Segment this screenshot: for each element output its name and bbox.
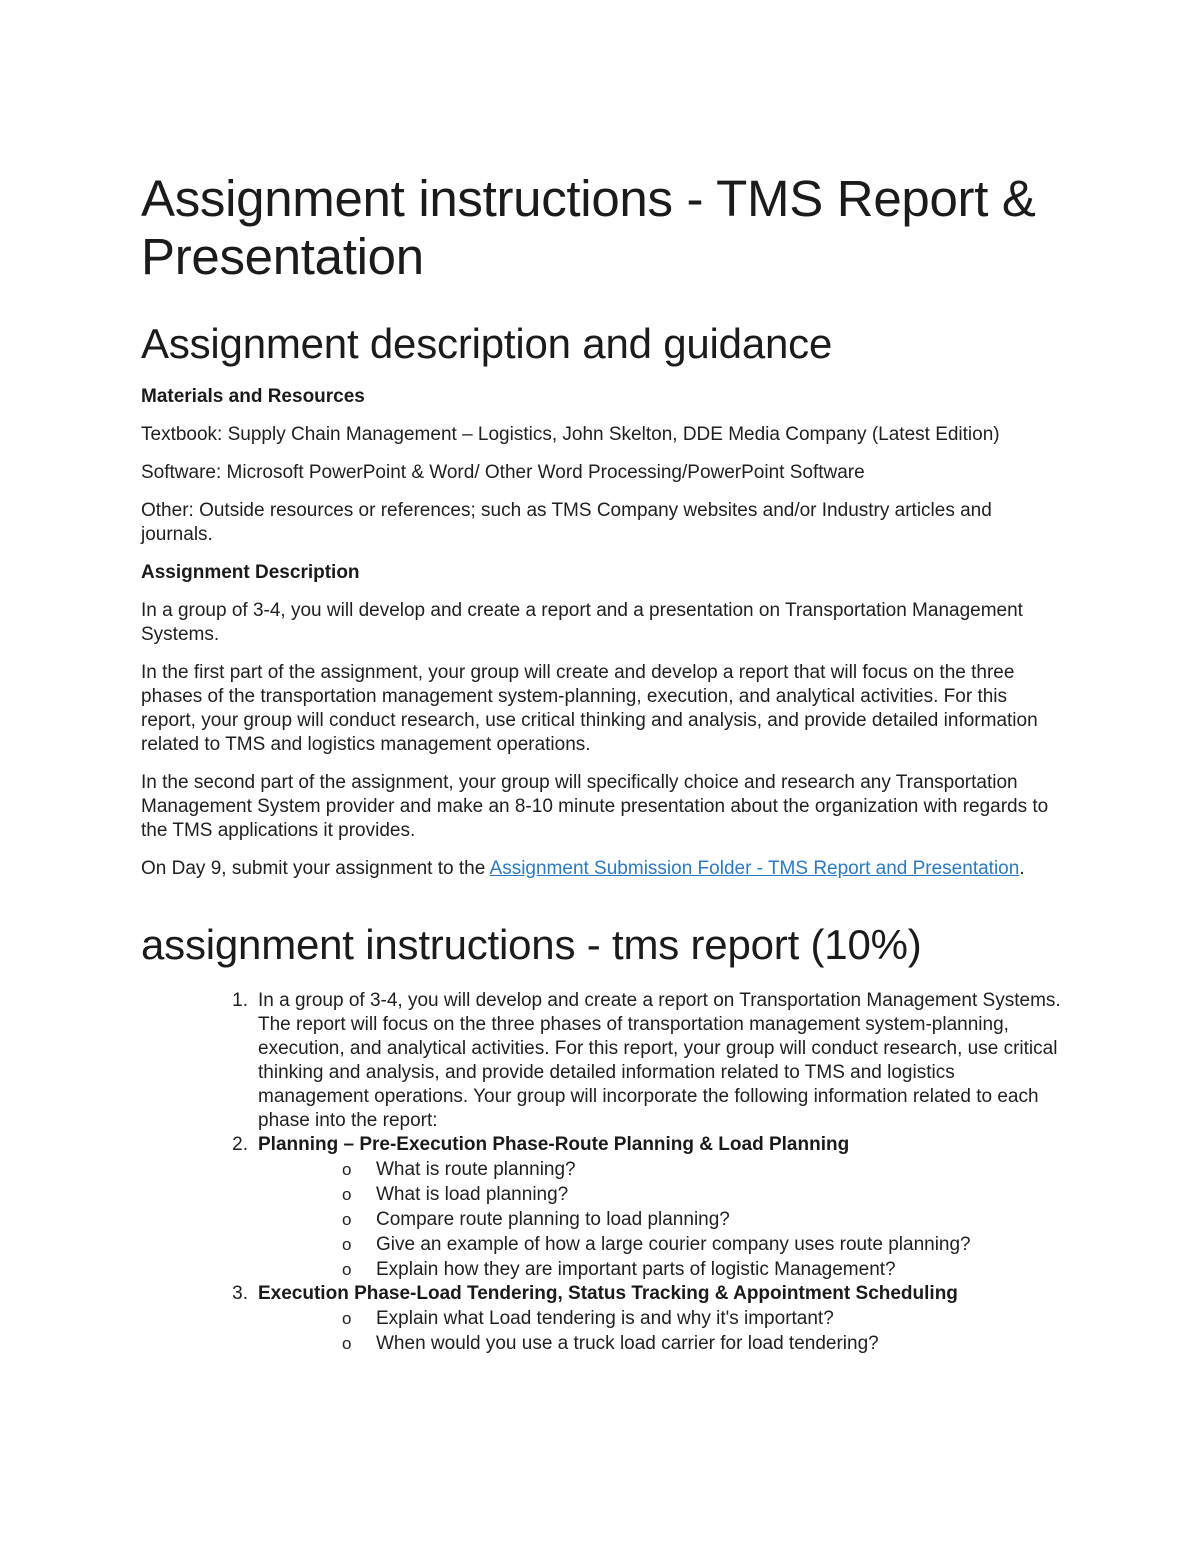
bullet-icon: o (342, 1334, 352, 1353)
sub-list-item-text: Compare route planning to load planning? (376, 1209, 730, 1230)
list-item-heading: Execution Phase-Load Tendering, Status Tracking & Appointment Scheduling (258, 1283, 958, 1304)
sub-list-item-text: When would you use a truck load carrier for load tendering? (376, 1333, 879, 1354)
document-page (141, 170, 1066, 1356)
sub-list-item (342, 1232, 1066, 1257)
document-title: Assignment instructions - TMS Report & Presentation (141, 170, 1036, 285)
description-paragraph-1: In a group of 3-4, you will develop and create a report and a presentation on Transportation Management Systems. (141, 600, 1023, 645)
list-item (232, 1282, 1066, 1356)
list-item-number: 2. (232, 1134, 248, 1155)
description-paragraph-2: In the first part of the assignment, your group will create and develop a report that will focus on the three phases of the transportation management system-planning, execution, and analytical activities. For this report, your group will conduct research, use critical thinking and analysis, and provide detailed information related to TMS and logistics management operations. (141, 662, 1038, 755)
list-item-heading: Planning – Pre-Execution Phase-Route Planning & Load Planning (258, 1134, 850, 1155)
list-item-number: 1. (232, 990, 248, 1011)
materials-label: Materials and Resources (141, 386, 365, 407)
sub-list-item-text: What is load planning? (376, 1184, 569, 1205)
textbook-paragraph: Textbook: Supply Chain Management – Logistics, John Skelton, DDE Media Company (Latest Edition) (141, 424, 1000, 445)
list-item-text: In a group of 3-4, you will develop and create a report on Transportation Management Systems. The report will focus on the three phases of transportation management system-planning, execution, and analytical activities. For this report, your group will conduct research, use critical thinking and analysis, and provide detailed information related to TMS and logistics management operations. Your group will incorporate the following information related to each phase into the report: (258, 990, 1061, 1131)
bullet-icon: o (342, 1235, 352, 1254)
list-item (232, 1133, 1066, 1282)
sub-list-item-text: What is route planning? (376, 1159, 576, 1180)
sub-list-item (342, 1257, 1066, 1282)
list-item (232, 989, 1066, 1133)
software-paragraph: Software: Microsoft PowerPoint & Word/ Other Word Processing/PowerPoint Software (141, 462, 865, 483)
submission-folder-link[interactable]: Assignment Submission Folder - TMS Report and Presentation (489, 858, 1020, 879)
section-heading-instructions: assignment instructions - tms report (10%) (141, 921, 922, 968)
bullet-icon: o (342, 1210, 352, 1229)
sub-list-item (342, 1182, 1066, 1207)
sub-list-item (342, 1331, 1066, 1356)
sub-list-item (342, 1207, 1066, 1232)
description-paragraph-3: In the second part of the assignment, your group will specifically choice and research any Transportation Management System provider and make an 8-10 minute presentation about the organization with regards to the TMS applications it provides. (141, 772, 1049, 841)
bullet-icon: o (342, 1309, 352, 1328)
sub-list (258, 1306, 1066, 1356)
bullet-icon: o (342, 1185, 352, 1204)
submission-prefix: On Day 9, submit your assignment to the (141, 858, 490, 879)
sub-list (258, 1157, 1066, 1282)
sub-list-item-text: Explain how they are important parts of logistic Management? (376, 1259, 896, 1280)
instructions-list (141, 989, 1066, 1356)
section-heading-description: Assignment description and guidance (141, 320, 833, 367)
description-label: Assignment Description (141, 562, 360, 583)
list-item-number: 3. (232, 1283, 248, 1304)
sub-list-item (342, 1157, 1066, 1182)
bullet-icon: o (342, 1260, 352, 1279)
sub-list-item-text: Explain what Load tendering is and why it's important? (376, 1308, 834, 1329)
sub-list-item (342, 1306, 1066, 1331)
bullet-icon: o (342, 1160, 352, 1179)
sub-list-item-text: Give an example of how a large courier company uses route planning? (376, 1234, 971, 1255)
submission-suffix: . (1019, 858, 1025, 879)
submission-paragraph (141, 857, 1066, 881)
other-resources-paragraph: Other: Outside resources or references; such as TMS Company websites and/or Industry articles and journals. (141, 500, 992, 545)
